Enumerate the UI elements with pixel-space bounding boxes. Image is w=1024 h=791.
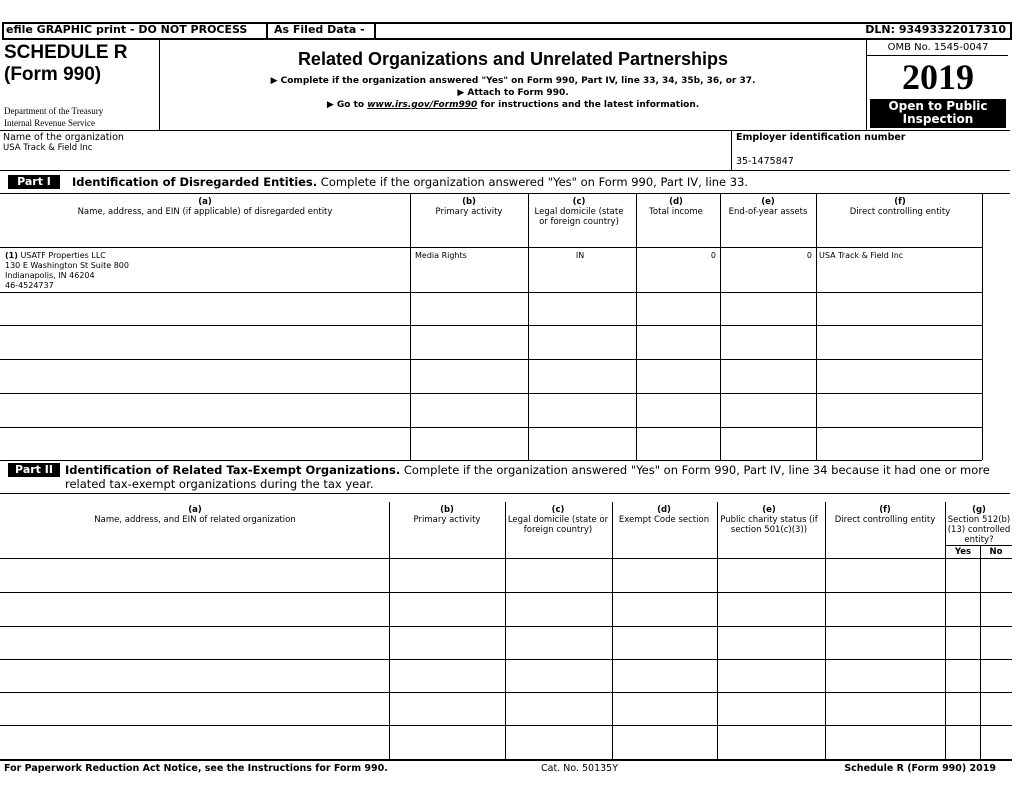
p1-col-d-letter: (d) <box>669 197 683 207</box>
part2-title-rest: Complete if the organization answered "Yes" on Form 990, Part IV, line 34 because it had one or more <box>400 463 990 477</box>
instruction-3-suffix: for instructions and the latest information. <box>477 100 700 110</box>
p2-hline-r1 <box>0 592 1012 593</box>
dept-line-2: Internal Revenue Service <box>4 118 95 128</box>
p1-col-a-header <box>2 197 408 217</box>
footer-paperwork: For Paperwork Reduction Act Notice, see the Instructions for Form 990. <box>4 763 388 774</box>
efile-label: efile GRAPHIC print - DO NOT PROCESS <box>6 23 248 36</box>
p2-hline-header <box>0 558 1012 559</box>
part1-title <box>72 175 748 189</box>
p2-col-f-header <box>826 505 944 525</box>
p1-row1-addr1: 130 E Washington St Suite 800 <box>5 261 129 270</box>
open-to-public-box <box>870 99 1006 128</box>
header-right-divider <box>866 40 867 130</box>
p1-vline-1 <box>410 193 411 460</box>
p1-col-c-letter: (c) <box>572 197 586 207</box>
org-bottom-rule <box>0 170 1010 171</box>
part1-tag: Part I <box>8 175 60 189</box>
p1-hline-r3 <box>0 359 982 360</box>
p2-vline-5 <box>825 502 826 759</box>
p1-col-f-text: Direct controlling entity <box>849 207 951 217</box>
p2-col-b-letter: (b) <box>440 505 454 515</box>
p1-vline-6 <box>982 193 983 460</box>
p1-row1-num: (1) <box>5 251 18 260</box>
p1-col-f-letter: (f) <box>894 197 906 207</box>
p1-col-c-text: Legal domicile (state or foreign country) <box>534 207 624 227</box>
p2-hline-r5 <box>0 725 1012 726</box>
p1-row1-activity: Media Rights <box>415 251 467 260</box>
p2-yesno-rule <box>945 545 1012 546</box>
top-bar-divider-2 <box>374 22 376 38</box>
p1-row1-addr2: Indianapolis, IN 46204 <box>5 271 95 280</box>
open-line-1: Open to Public <box>888 99 988 113</box>
top-bar-divider-1 <box>266 22 268 38</box>
p1-row1-income: 0 <box>710 251 716 260</box>
p2-col-g-text: Section 512(b)(13) controlled entity? <box>947 515 1011 545</box>
p1-row1-name: USATF Properties LLC <box>20 251 106 260</box>
part1-title-rest: Complete if the organization answered "Yes" on Form 990, Part IV, line 33. <box>317 175 749 189</box>
instruction-2: ▶ Attach to Form 990. <box>457 88 569 98</box>
p2-vline-1 <box>389 502 390 759</box>
p2-vline-2 <box>505 502 506 759</box>
p1-col-e-letter: (e) <box>761 197 775 207</box>
p2-col-b-text: Primary activity <box>413 515 481 525</box>
p1-row1-name-line <box>5 251 405 261</box>
irs-link[interactable]: www.irs.gov/Form990 <box>367 100 478 110</box>
open-line-2: Inspection <box>902 112 974 126</box>
part2-title <box>65 463 990 477</box>
p1-hline-r2 <box>0 325 982 326</box>
p2-hline-r4 <box>0 692 1012 693</box>
p1-vline-4 <box>720 193 721 460</box>
p2-col-c-header <box>506 505 610 535</box>
p1-row1-controlling: USA Track & Field Inc <box>819 251 904 260</box>
tax-year: 2019 <box>902 57 974 97</box>
form-title: Related Organizations and Unrelated Partnerships <box>297 49 729 69</box>
p1-col-d-header <box>636 197 716 217</box>
p1-col-e-header <box>722 197 814 217</box>
p1-hline-r5 <box>0 427 982 428</box>
p1-col-f-header <box>832 197 968 217</box>
p2-col-f-letter: (f) <box>879 505 891 515</box>
omb-number: OMB No. 1545-0047 <box>887 42 989 53</box>
p1-row1-ein: 46-4524737 <box>5 281 54 290</box>
p1-row1-entity <box>5 251 405 291</box>
p2-col-a-text: Name, address, and EIN of related organization <box>94 515 296 525</box>
p1-col-c-header <box>530 197 628 227</box>
as-filed-label: As Filed Data - <box>274 23 365 36</box>
ein-divider <box>731 130 732 170</box>
schedule-label: SCHEDULE R <box>4 42 128 63</box>
p2-col-b-header <box>390 505 504 525</box>
p2-vline-6 <box>945 502 946 759</box>
org-name: USA Track & Field Inc <box>3 143 93 153</box>
p2-col-c-text: Legal domicile (state or foreign country) <box>507 515 609 535</box>
p1-hline-r6 <box>0 460 982 461</box>
p2-hline-bottom <box>0 759 1012 761</box>
part2-title-bold: Identification of Related Tax-Exempt Organizations. <box>65 463 401 477</box>
p2-col-e-text: Public charity status (if section 501(c)(3)) <box>720 515 818 535</box>
footer-schedule: Schedule R (Form 990) 2019 <box>844 763 996 774</box>
p1-col-d-text: Total income <box>649 207 703 217</box>
p2-vline-4 <box>717 502 718 759</box>
p1-vline-5 <box>816 193 817 460</box>
p1-vline-2 <box>528 193 529 460</box>
p2-vline-3 <box>612 502 613 759</box>
p2-vline-7 <box>980 545 981 759</box>
footer-cat-no: Cat. No. 50135Y <box>541 763 619 774</box>
p2-col-e-letter: (e) <box>762 505 776 515</box>
part2-title-line2: related tax-exempt organizations during the tax year. <box>65 477 374 491</box>
p2-col-d-text: Exempt Code section <box>618 515 710 525</box>
part2-tag: Part II <box>8 463 60 477</box>
p1-hline-header <box>0 247 982 248</box>
p1-hline-r1 <box>0 292 982 293</box>
p2-no-label: No <box>989 547 1003 557</box>
p2-col-e-header <box>718 505 820 535</box>
p1-col-a-letter: (a) <box>198 197 212 207</box>
dept-line-1: Department of the Treasury <box>4 106 104 116</box>
p2-hline-r2 <box>0 626 1012 627</box>
p1-row1-domicile: IN <box>575 251 585 260</box>
p1-hline-r4 <box>0 393 982 394</box>
p2-col-g-letter: (g) <box>972 505 986 515</box>
p2-col-c-letter: (c) <box>551 505 565 515</box>
part2-top-rule <box>0 493 1010 494</box>
header-bottom-rule <box>0 130 1010 131</box>
p2-col-d-letter: (d) <box>657 505 671 515</box>
instruction-3 <box>160 100 866 111</box>
p1-col-a-text: Name, address, and EIN (if applicable) of disregarded entity <box>77 207 333 217</box>
dln: DLN: 93493322017310 <box>865 23 1006 36</box>
part1-top-rule <box>0 193 1010 194</box>
ein-label: Employer identification number <box>736 132 906 143</box>
p2-hline-r3 <box>0 659 1012 660</box>
instruction-1: ▶ Complete if the organization answered "Yes" on Form 990, Part IV, line 33, 34, 35b, 36, or 37. <box>270 76 756 86</box>
p2-col-a-letter: (a) <box>188 505 202 515</box>
p2-col-a-header <box>2 505 388 525</box>
org-name-label: Name of the organization <box>3 132 124 143</box>
p2-col-d-header <box>613 505 715 525</box>
form-label: (Form 990) <box>4 64 102 85</box>
part1-title-bold: Identification of Disregarded Entities. <box>72 175 318 189</box>
instruction-3-prefix: ▶ Go to <box>326 100 368 110</box>
p1-col-e-text: End-of-year assets <box>728 207 808 217</box>
p1-col-b-header <box>412 197 526 217</box>
p2-col-f-text: Direct controlling entity <box>834 515 936 525</box>
p1-vline-3 <box>636 193 637 460</box>
p1-row1-assets: 0 <box>806 251 812 260</box>
ein-value: 35-1475847 <box>736 156 794 167</box>
p1-col-b-letter: (b) <box>462 197 476 207</box>
p1-col-b-text: Primary activity <box>435 207 503 217</box>
p2-col-g-header <box>946 505 1012 545</box>
p2-yes-label: Yes <box>954 547 972 557</box>
